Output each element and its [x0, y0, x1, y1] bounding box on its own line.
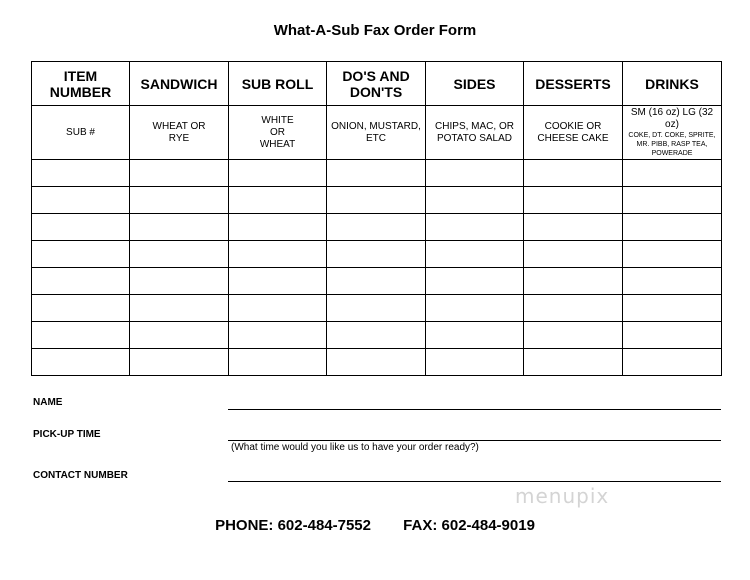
table-cell[interactable]	[32, 241, 130, 268]
order-table	[31, 61, 722, 376]
sub-drinks: SM (16 oz) LG (32 oz) COKE, DT. COKE, SPRITE, MR. PIBB, RASP TEA, POWERADE	[623, 106, 722, 160]
table-cell[interactable]	[623, 214, 722, 241]
pickup-time-hint: (What time would you like us to have your order ready?)	[231, 442, 479, 453]
table-cell[interactable]	[524, 214, 623, 241]
table-cell[interactable]	[426, 322, 524, 349]
table-row	[32, 322, 722, 349]
table-cell[interactable]	[623, 322, 722, 349]
table-cell[interactable]	[32, 322, 130, 349]
table-cell[interactable]	[229, 322, 327, 349]
header-drinks: DRINKS	[623, 62, 722, 106]
table-cell[interactable]	[130, 187, 229, 214]
table-cell[interactable]	[524, 322, 623, 349]
header-desserts: DESSERTS	[524, 62, 623, 106]
table-cell[interactable]	[623, 187, 722, 214]
table-cell[interactable]	[32, 295, 130, 322]
table-cell[interactable]	[130, 295, 229, 322]
table-row	[32, 214, 722, 241]
table-cell[interactable]	[32, 160, 130, 187]
table-cell[interactable]	[130, 268, 229, 295]
table-row	[32, 187, 722, 214]
header-item-number: ITEM NUMBER	[32, 62, 130, 106]
table-cell[interactable]	[229, 295, 327, 322]
table-cell[interactable]	[327, 268, 426, 295]
sub-desserts: COOKIE OR CHEESE CAKE	[524, 106, 623, 160]
table-cell[interactable]	[426, 349, 524, 376]
pickup-time-label: PICK-UP TIME	[33, 429, 101, 440]
table-cell[interactable]	[524, 241, 623, 268]
table-cell[interactable]	[32, 268, 130, 295]
name-label: NAME	[33, 397, 63, 408]
table-row	[32, 349, 722, 376]
table-cell[interactable]	[130, 214, 229, 241]
table-cell[interactable]	[623, 349, 722, 376]
table-row	[32, 295, 722, 322]
form-title: What-A-Sub Fax Order Form	[273, 22, 477, 39]
sub-item-number: SUB #	[32, 106, 130, 160]
header-sandwich: SANDWICH	[130, 62, 229, 106]
table-cell[interactable]	[32, 349, 130, 376]
table-cell[interactable]	[524, 295, 623, 322]
table-cell[interactable]	[623, 295, 722, 322]
table-row	[32, 241, 722, 268]
subheader-row	[32, 106, 722, 160]
table-cell[interactable]	[426, 241, 524, 268]
sub-sandwich: WHEAT OR RYE	[130, 106, 229, 160]
table-row	[32, 160, 722, 187]
table-cell[interactable]	[524, 349, 623, 376]
table-cell[interactable]	[623, 241, 722, 268]
sub-dos-and-donts: ONION, MUSTARD, ETC	[327, 106, 426, 160]
table-cell[interactable]	[229, 160, 327, 187]
table-cell[interactable]	[623, 268, 722, 295]
pickup-time-line[interactable]	[228, 440, 721, 441]
table-cell[interactable]	[524, 160, 623, 187]
table-cell[interactable]	[623, 160, 722, 187]
table-cell[interactable]	[229, 241, 327, 268]
table-cell[interactable]	[426, 268, 524, 295]
header-sub-roll: SUB ROLL	[229, 62, 327, 106]
table-cell[interactable]	[524, 268, 623, 295]
watermark: menupix	[515, 484, 610, 508]
table-cell[interactable]	[327, 187, 426, 214]
table-cell[interactable]	[426, 160, 524, 187]
table-cell[interactable]	[130, 322, 229, 349]
table-cell[interactable]	[426, 187, 524, 214]
table-cell[interactable]	[327, 160, 426, 187]
table-cell[interactable]	[426, 214, 524, 241]
contact-number-label: CONTACT NUMBER	[33, 470, 128, 481]
header-sides: SIDES	[426, 62, 524, 106]
contact-number-line[interactable]	[228, 481, 721, 482]
table-cell[interactable]	[130, 349, 229, 376]
name-line[interactable]	[228, 409, 721, 410]
table-cell[interactable]	[130, 160, 229, 187]
table-cell[interactable]	[327, 322, 426, 349]
table-cell[interactable]	[327, 214, 426, 241]
fax-number: FAX: 602-484-9019	[403, 517, 535, 534]
table-cell[interactable]	[327, 295, 426, 322]
table-cell[interactable]	[327, 349, 426, 376]
header-dos-and-donts: DO'S AND DON'TS	[327, 62, 426, 106]
sub-sub-roll: WHITE OR WHEAT	[229, 106, 327, 160]
table-cell[interactable]	[524, 187, 623, 214]
sub-sides: CHIPS, MAC, OR POTATO SALAD	[426, 106, 524, 160]
footer-contact	[0, 517, 750, 534]
table-cell[interactable]	[426, 295, 524, 322]
table-cell[interactable]	[130, 241, 229, 268]
phone-number: PHONE: 602-484-7552	[215, 517, 371, 534]
header-row	[32, 62, 722, 106]
table-cell[interactable]	[32, 187, 130, 214]
table-cell[interactable]	[229, 349, 327, 376]
table-cell[interactable]	[229, 187, 327, 214]
table-cell[interactable]	[229, 214, 327, 241]
table-cell[interactable]	[327, 241, 426, 268]
table-cell[interactable]	[229, 268, 327, 295]
table-row	[32, 268, 722, 295]
table-cell[interactable]	[32, 214, 130, 241]
